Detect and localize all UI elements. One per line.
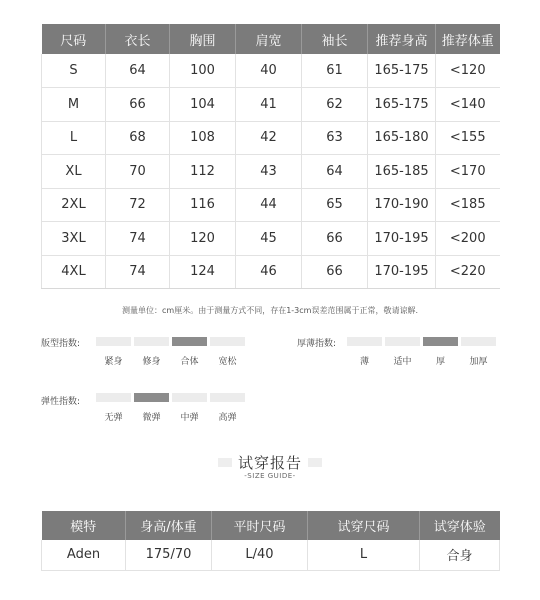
thickness-scale-bar [347, 337, 382, 346]
size-cell: S [42, 54, 106, 88]
size-cell: M [42, 88, 106, 122]
size-cell: 170-190 [368, 188, 436, 222]
size-cell: 46 [236, 255, 302, 289]
size-cell: <140 [436, 88, 500, 122]
size-cell: 41 [236, 88, 302, 122]
size-cell: 68 [106, 121, 170, 155]
header-rec-weight: 推荐体重 [436, 24, 500, 54]
header-shoulder: 肩宽 [236, 24, 302, 54]
size-cell: 170-195 [368, 222, 436, 256]
size-cell: 64 [106, 54, 170, 88]
size-cell: <220 [436, 255, 500, 289]
elasticity-scale-option-label: 高弹 [218, 413, 237, 423]
fitting-report-subtitle: -SIZE GUIDE- [244, 472, 296, 480]
fit-scale-option-label: 宽松 [218, 357, 237, 367]
size-cell: 120 [170, 222, 236, 256]
size-cell: 42 [236, 121, 302, 155]
fit-scale-option [172, 337, 207, 367]
elasticity-scale-bar [96, 393, 131, 402]
header-usual-size: 平时尺码 [212, 511, 308, 540]
elasticity-scale-option-label: 无弹 [104, 413, 123, 423]
size-cell: <185 [436, 188, 500, 222]
header-sleeve: 袖长 [302, 24, 368, 54]
size-cell: 116 [170, 188, 236, 222]
thickness-scale-bar [385, 337, 420, 346]
size-cell: 74 [106, 255, 170, 289]
size-cell: <200 [436, 222, 500, 256]
elasticity-scale-bar [210, 393, 245, 402]
header-tried-size: 试穿尺码 [308, 511, 420, 540]
thickness-scale-option [423, 337, 458, 367]
size-cell: 43 [236, 155, 302, 189]
thickness-index-scale [347, 337, 496, 367]
thickness-scale-option [461, 337, 496, 367]
size-cell: 112 [170, 155, 236, 189]
size-cell: 165-185 [368, 155, 436, 189]
size-cell: 63 [302, 121, 368, 155]
size-cell: 165-175 [368, 54, 436, 88]
thickness-scale-option-label: 厚 [435, 357, 445, 367]
fit-scale-option-label: 修身 [142, 357, 161, 367]
size-cell: <120 [436, 54, 500, 88]
elasticity-scale-option [210, 393, 245, 423]
thickness-scale-bar [461, 337, 496, 346]
size-cell: 104 [170, 88, 236, 122]
fitting-report-title [0, 452, 540, 473]
thickness-scale-option [347, 337, 382, 367]
fit-scale-bar [134, 337, 169, 346]
header-size: 尺码 [42, 24, 106, 54]
elasticity-scale-bar [134, 393, 169, 402]
size-row [42, 121, 500, 155]
size-cell: 170-195 [368, 255, 436, 289]
size-row [42, 88, 500, 122]
fitting-row [42, 540, 500, 570]
size-cell: 74 [106, 222, 170, 256]
size-cell: 70 [106, 155, 170, 189]
thickness-index-label: 厚薄指数: [297, 339, 337, 349]
fitting-header-row [42, 511, 500, 540]
thickness-scale-option-label: 薄 [359, 357, 369, 367]
elasticity-scale-bar [172, 393, 207, 402]
size-row [42, 188, 500, 222]
fit-scale-bar [210, 337, 245, 346]
size-cell: 108 [170, 121, 236, 155]
fit-scale-option [134, 337, 169, 367]
size-row [42, 255, 500, 289]
size-cell: 64 [302, 155, 368, 189]
elasticity-scale-option-label: 微弹 [142, 413, 161, 423]
header-experience: 试穿体验 [420, 511, 500, 540]
fit-index-scale [96, 337, 245, 367]
size-cell: 72 [106, 188, 170, 222]
thickness-scale-option [385, 337, 420, 367]
header-chest: 胸围 [170, 24, 236, 54]
fitting-cell: Aden [42, 540, 126, 570]
size-cell: 62 [302, 88, 368, 122]
fitting-cell: 175/70 [126, 540, 212, 570]
size-cell: 2XL [42, 188, 106, 222]
fitting-report-title-text: 试穿报告 [232, 452, 308, 473]
size-row [42, 155, 500, 189]
size-row [42, 222, 500, 256]
size-cell: 66 [302, 255, 368, 289]
size-cell: 4XL [42, 255, 106, 289]
size-row [42, 54, 500, 88]
size-cell: 3XL [42, 222, 106, 256]
elasticity-index-scale [96, 393, 245, 423]
elasticity-scale-option [134, 393, 169, 423]
size-cell: XL [42, 155, 106, 189]
elasticity-scale-option-label: 中弹 [180, 413, 199, 423]
header-rec-height: 推荐身高 [368, 24, 436, 54]
header-length: 衣长 [106, 24, 170, 54]
fit-scale-option-label: 合体 [180, 357, 199, 367]
size-cell: 44 [236, 188, 302, 222]
size-cell: 45 [236, 222, 302, 256]
thickness-scale-option-label: 加厚 [469, 357, 488, 367]
fit-scale-option [210, 337, 245, 367]
thickness-scale-option-label: 适中 [393, 357, 412, 367]
fitting-cell: 合身 [420, 540, 500, 570]
elasticity-index-label: 弹性指数: [41, 397, 81, 407]
size-cell: <155 [436, 121, 500, 155]
size-cell: 40 [236, 54, 302, 88]
fit-scale-bar [172, 337, 207, 346]
size-chart-header-row [42, 24, 500, 54]
size-cell: 165-175 [368, 88, 436, 122]
fitting-report-table [41, 511, 500, 571]
size-cell: <170 [436, 155, 500, 189]
fit-index-label: 版型指数: [41, 339, 81, 349]
fit-scale-option-label: 紧身 [104, 357, 123, 367]
measurement-note: 测量单位：cm厘米。由于测量方式不同，存在1-3cm误差范围属于正常，敬请谅解. [122, 306, 418, 315]
elasticity-scale-option [96, 393, 131, 423]
size-cell: 124 [170, 255, 236, 289]
fit-scale-bar [96, 337, 131, 346]
size-cell: 65 [302, 188, 368, 222]
header-height-weight: 身高/体重 [126, 511, 212, 540]
fitting-cell: L [308, 540, 420, 570]
size-cell: 66 [106, 88, 170, 122]
size-cell: 66 [302, 222, 368, 256]
fit-scale-option [96, 337, 131, 367]
size-cell: 100 [170, 54, 236, 88]
fitting-cell: L/40 [212, 540, 308, 570]
elasticity-scale-option [172, 393, 207, 423]
size-cell: 61 [302, 54, 368, 88]
thickness-scale-bar [423, 337, 458, 346]
size-chart-table [41, 24, 500, 289]
size-cell: L [42, 121, 106, 155]
size-cell: 165-180 [368, 121, 436, 155]
header-model: 模特 [42, 511, 126, 540]
